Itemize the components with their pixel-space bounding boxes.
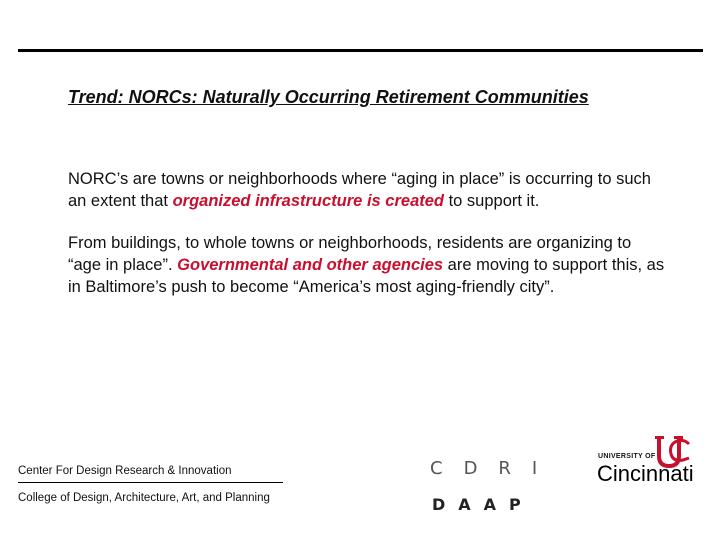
slide-title: Trend: NORCs: Naturally Occurring Retirement Communities: [68, 87, 589, 107]
uc-logo-university-of: UNIVERSITY OF: [598, 453, 656, 460]
cdri-logo-text: CDRI: [430, 458, 559, 479]
paragraph-1-text-end: to support it.: [444, 192, 540, 210]
uc-logo-name: Cincinnati: [597, 461, 694, 486]
paragraph-norc-definition: [68, 168, 668, 212]
paragraph-2-highlight: Governmental and other agencies: [177, 256, 444, 274]
top-divider: [18, 49, 703, 52]
footer-center-name: Center For Design Research & Innovation: [18, 465, 232, 477]
daap-logo-text: DAAP: [432, 495, 534, 514]
paragraph-1-text-start: NORC’s are towns or neighborhoods where “aging in place” is occurring to such an extent that: [68, 170, 651, 210]
paragraph-2-text-end: are moving to support this, as in Baltimore’s push to become “America’s most aging-friendly city”.: [68, 256, 665, 296]
footer-divider: [18, 482, 283, 483]
paragraph-aging-in-place: [68, 232, 668, 298]
paragraph-1-highlight: organized infrastructure is created: [172, 192, 444, 210]
footer-college-name: College of Design, Architecture, Art, and Planning: [18, 492, 270, 504]
uc-monogram-icon: [655, 436, 691, 468]
paragraph-2-text-start: From buildings, to whole towns or neighborhoods, residents are organizing to “age in place”.: [68, 234, 632, 274]
